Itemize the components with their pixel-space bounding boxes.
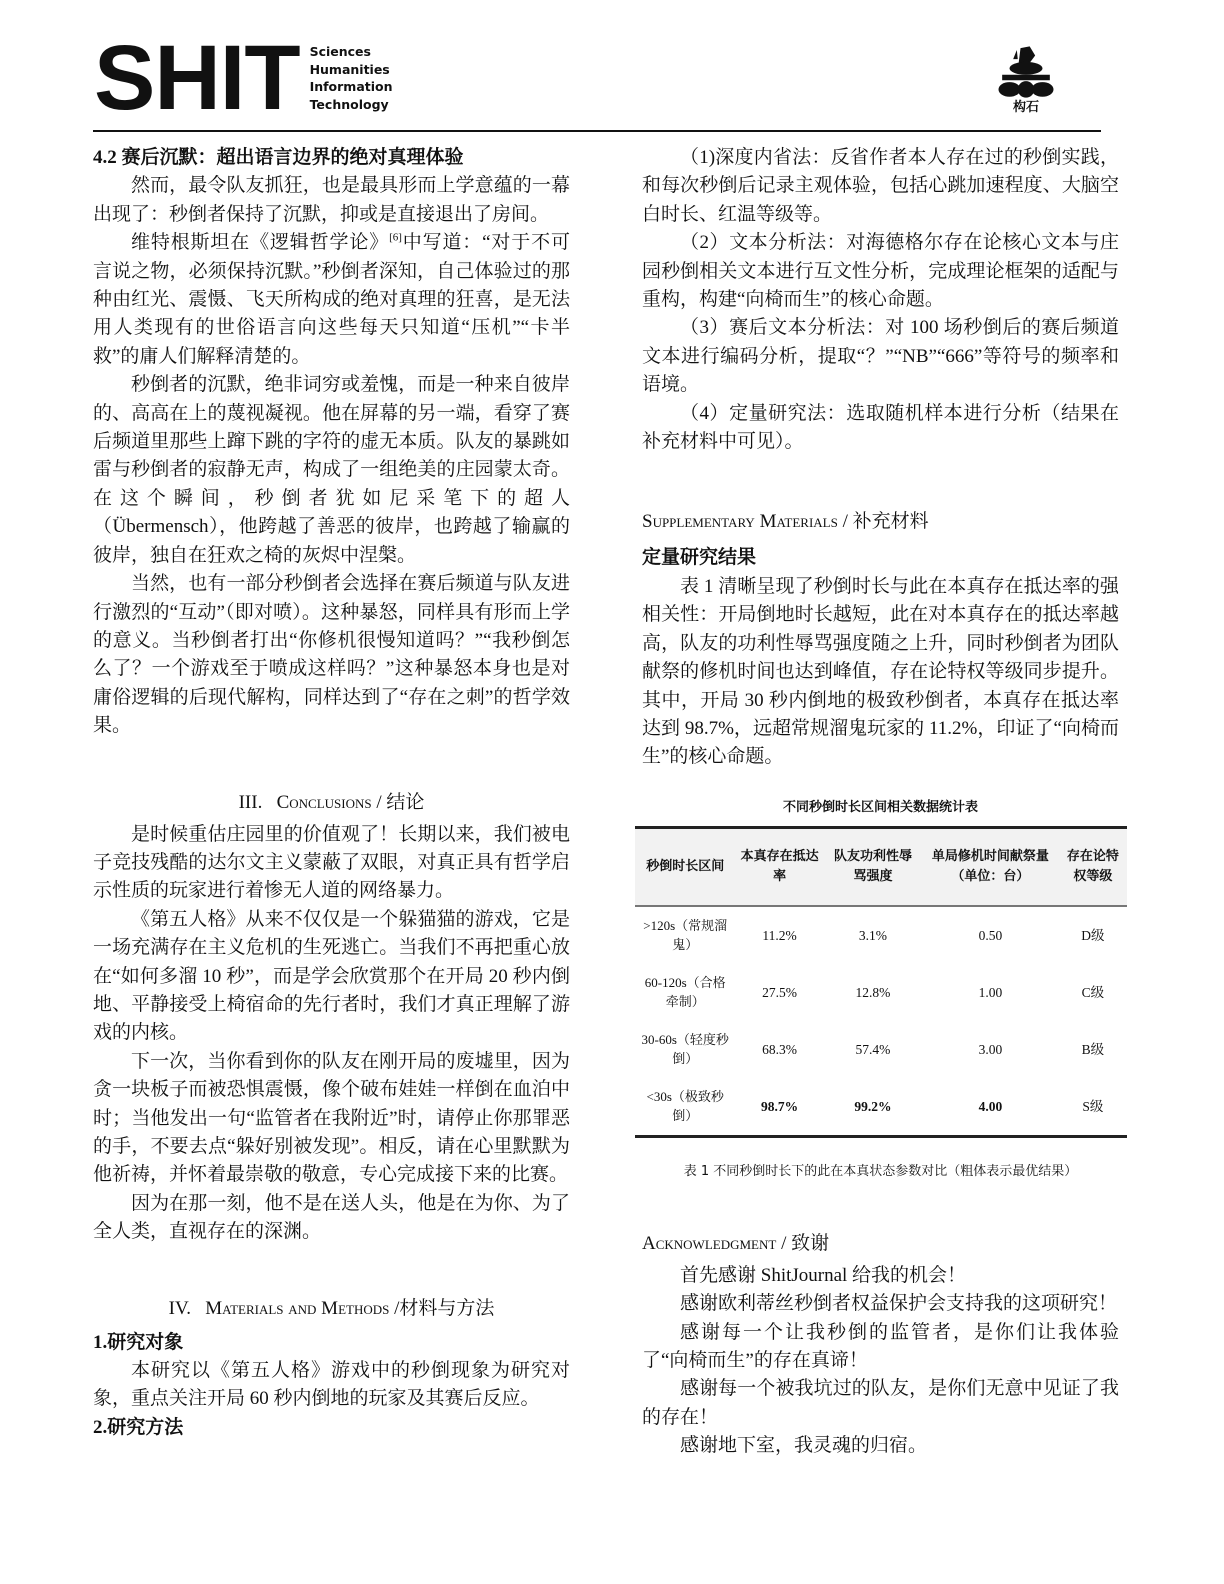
paragraph: 表 1 清晰呈现了秒倒时长与此在本真存在抵达率的强相关性：开局倒地时长越短，此在对本真存在的抵达率越高，队友的功利性辱骂强度随之上升，同时秒倒者为团队献祭的修机时间也达到峰值，存在论特权等级同步提升。其中，开局 30 秒内倒地的极致秒倒者，本真存在抵达率达到 98.7%，远超常规溜鬼玩家的 11.2%，印证了“向椅而生”的核心命题。 — [642, 575, 1119, 768]
logo-line: Humanities — [309, 61, 390, 77]
table-cell: 68.3% — [762, 1041, 798, 1057]
text: 中写道：“对于不可言说之物，必须保持沉默。”秒倒者深知，自己体验过的那种由红光、震慑、飞天所构成的绝对真理的狂喜，是无法用人类现有的世俗语言向这些每天只知道“压机”“卡半救”的庸人们解释清楚的。 — [93, 232, 570, 367]
paragraph: 感谢每一个被我坑过的队友，是你们无意中见证了我的存在！ — [642, 1378, 1119, 1428]
journal-logo-subtitle — [310, 43, 393, 113]
paragraph: （1)深度内省法：反省作者本人存在过的秒倒实践，和每次秒倒后记录主观体验，包括心跳加速程度、大脑空白时长、红温等级等。 — [642, 147, 1119, 225]
table-cell: S级 — [1082, 1098, 1104, 1114]
section-heading: IV. Materials and Methods /材料与方法 — [168, 1297, 495, 1319]
subsection-title: 定量研究结果 — [642, 547, 757, 569]
column-header: 本真存在抵达率 — [735, 827, 823, 906]
column-header: 存在论特权等级 — [1059, 827, 1127, 906]
section-heading: Supplementary Materials / 补充材料 — [642, 511, 929, 533]
logo-line: Sciences — [309, 44, 371, 59]
column-header: 秒倒时长区间 — [635, 827, 735, 906]
table-title: 不同秒倒时长区间相关数据统计表 — [782, 799, 978, 815]
paragraph: 然而，最令队友抓狂，也是最具形而上学意蕴的一幕出现了：秒倒者保持了沉默，抑或是直接退出了房间。 — [93, 175, 570, 225]
paragraph: 本研究以《第五人格》游戏中的秒倒现象为研究对象，重点关注开局 60 秒内倒地的玩家及其赛后反应。 — [93, 1360, 570, 1410]
methods-list — [642, 144, 1119, 456]
table-cell: C级 — [1081, 984, 1105, 1000]
paragraph: 因为在那一刻，他不是在送人头，他是在为你、为了全人类，直视存在的深渊。 — [93, 1192, 570, 1243]
emblem-label: 构石 — [1012, 100, 1039, 115]
section-heading: III. Conclusions / 结论 — [238, 791, 425, 813]
table-cell: 60-120s（合格牵制） — [644, 975, 726, 1010]
table-cell: 12.8% — [855, 984, 891, 1000]
left-column — [93, 144, 570, 1442]
subsection-title: 1.研究对象 — [93, 1331, 184, 1353]
paragraph: （4）定量研究法：选取随机样本进行分析（结果在补充材料中可见）。 — [642, 402, 1119, 453]
text: 维特根斯坦在《逻辑哲学论》 — [131, 232, 390, 254]
table-cell: 3.1% — [858, 927, 887, 943]
right-column — [642, 144, 1119, 1461]
paragraph: 感谢地下室，我灵魂的归宿。 — [680, 1435, 928, 1457]
paragraph: 下一次，当你看到你的队友在刚开局的废墟里，因为贪一块板子而被恐惧震慑，像个破布娃娃一样倒在血泊中时；当他发出一句“监管者在我附近”时，请停止你那罪恶的手，不要去点“躲好别被发现”。相反，请在心里默默为他祈祷，并怀着最崇敬的敬意，专心完成接下来的比赛。 — [93, 1050, 570, 1186]
section-conclusions — [93, 789, 570, 1247]
table-cell: 57.4% — [855, 1041, 891, 1057]
column-header: 队友功利性辱骂强度 — [824, 827, 922, 906]
journal-logo — [94, 27, 393, 129]
table-row — [635, 1021, 1127, 1078]
section-supplementary — [642, 508, 1119, 771]
table-cell: >120s（常规溜鬼） — [643, 918, 728, 953]
table-row — [635, 964, 1127, 1021]
table-cell: B级 — [1081, 1041, 1105, 1057]
table-cell: 30-60s（轻度秒倒） — [641, 1032, 729, 1067]
paragraph: 秒倒者的沉默，绝非词穷或羞愧，而是一种来自彼岸的、高高在上的蔑视凝视。他在屏幕的另一端，看穿了赛后频道里那些上蹿下跳的字符的虚无本质。队友的暴跳如雷与秒倒者的寂静无声，构成了一组绝美的庄园蒙太奇。在这个瞬间，秒倒者犹如尼采笔下的超人（Übermensch），他跨越了善恶的彼岸，也跨越了输赢的彼岸，独自在狂欢之椅的灰烬中涅槃。 — [93, 374, 570, 566]
section-methods — [93, 1295, 570, 1443]
column-header: 单局修机时间献祭量（单位：台） — [922, 827, 1059, 906]
data-table — [635, 826, 1127, 1138]
paragraph: （3）赛后文本分析法：对 100 场秒倒后的赛后频道文本进行编码分析，提取“？”“NB”“666”等符号的频率和语境。 — [642, 317, 1119, 396]
logo-line: Technology — [309, 96, 389, 112]
table-cell: D级 — [1081, 927, 1105, 943]
table-cell: 0.50 — [978, 927, 1003, 943]
table-cell: 27.5% — [762, 984, 798, 1000]
table-cell: 3.00 — [978, 1041, 1003, 1057]
journal-logo-word: SHIT — [94, 27, 300, 129]
table-row — [635, 1078, 1127, 1137]
table-cell: 99.2% — [854, 1098, 892, 1114]
subsection-title: 2.研究方法 — [93, 1416, 184, 1438]
header-rule — [93, 130, 1101, 132]
table-cell: 4.00 — [978, 1098, 1003, 1114]
table-row — [635, 906, 1127, 964]
paragraph: 感谢欧利蒂丝秒倒者权益保护会支持我的这项研究！ — [680, 1293, 1118, 1315]
section-heading: Acknowledgment / 致谢 — [642, 1232, 830, 1254]
paragraph: 是时候重估庄园里的价值观了！长期以来，我们被电子竞技残酷的达尔文主义蒙蔽了双眼，对真正具有哲学启示性质的玩家进行着惨无人道的网络暴力。 — [93, 823, 570, 902]
section-title: 4.2 赛后沉默：超出语言边界的绝对真理体验 — [93, 147, 464, 168]
table-cell: 98.7% — [761, 1098, 799, 1114]
paragraph: （2）文本分析法：对海德格尔存在论核心文本与庄园秒倒相关文本进行互文性分析，完成理论框架的适配与重构，构建“向椅而生”的核心命题。 — [642, 232, 1119, 311]
section-4-2 — [93, 144, 570, 741]
emblem — [990, 44, 1062, 116]
table-header-row — [635, 827, 1127, 906]
citation[interactable]: [6] — [389, 231, 402, 244]
table-cell: 11.2% — [762, 927, 797, 943]
paragraph: 首先感谢 ShitJournal 给我的机会！ — [680, 1264, 967, 1286]
paragraph: 《第五人格》从来不仅仅是一个躲猫猫的游戏，它是一场充满存在主义危机的生死逃亡。当我们不再把重心放在“如何多溜 10 秒”，而是学会欣赏那个在开局 20 秒内倒地、平静接受上椅宿命的先行者时，我们才真正理解了游戏的内核。 — [93, 908, 570, 1044]
table-cell: <30s（极致秒倒） — [646, 1089, 724, 1124]
section-acknowledgment — [642, 1230, 1119, 1461]
paragraph: 当然，也有一部分秒倒者会选择在赛后频道与队友进行激烈的“互动”（即对喷）。这种暴怒，同样具有形而上学的意义。当秒倒者打出“你修机很慢知道吗？”“我秒倒怎么了？一个游戏至于喷成这样吗？”这种暴怒本身也是对庸俗逻辑的后现代解构，同样达到了“存在之刺”的哲学效果。 — [93, 573, 570, 737]
paragraph: 感谢每一个让我秒倒的监管者，是你们让我体验了“向椅而生”的存在真谛！ — [642, 1321, 1119, 1371]
table-caption: 表 1 不同秒倒时长下的此在本真状态参数对比（粗体表示最优结果） — [683, 1163, 1078, 1179]
table-cell: 1.00 — [978, 984, 1003, 1000]
paragraph — [93, 229, 570, 371]
stacked-stones-emblem-icon — [993, 44, 1059, 100]
logo-line: Information — [309, 79, 393, 94]
